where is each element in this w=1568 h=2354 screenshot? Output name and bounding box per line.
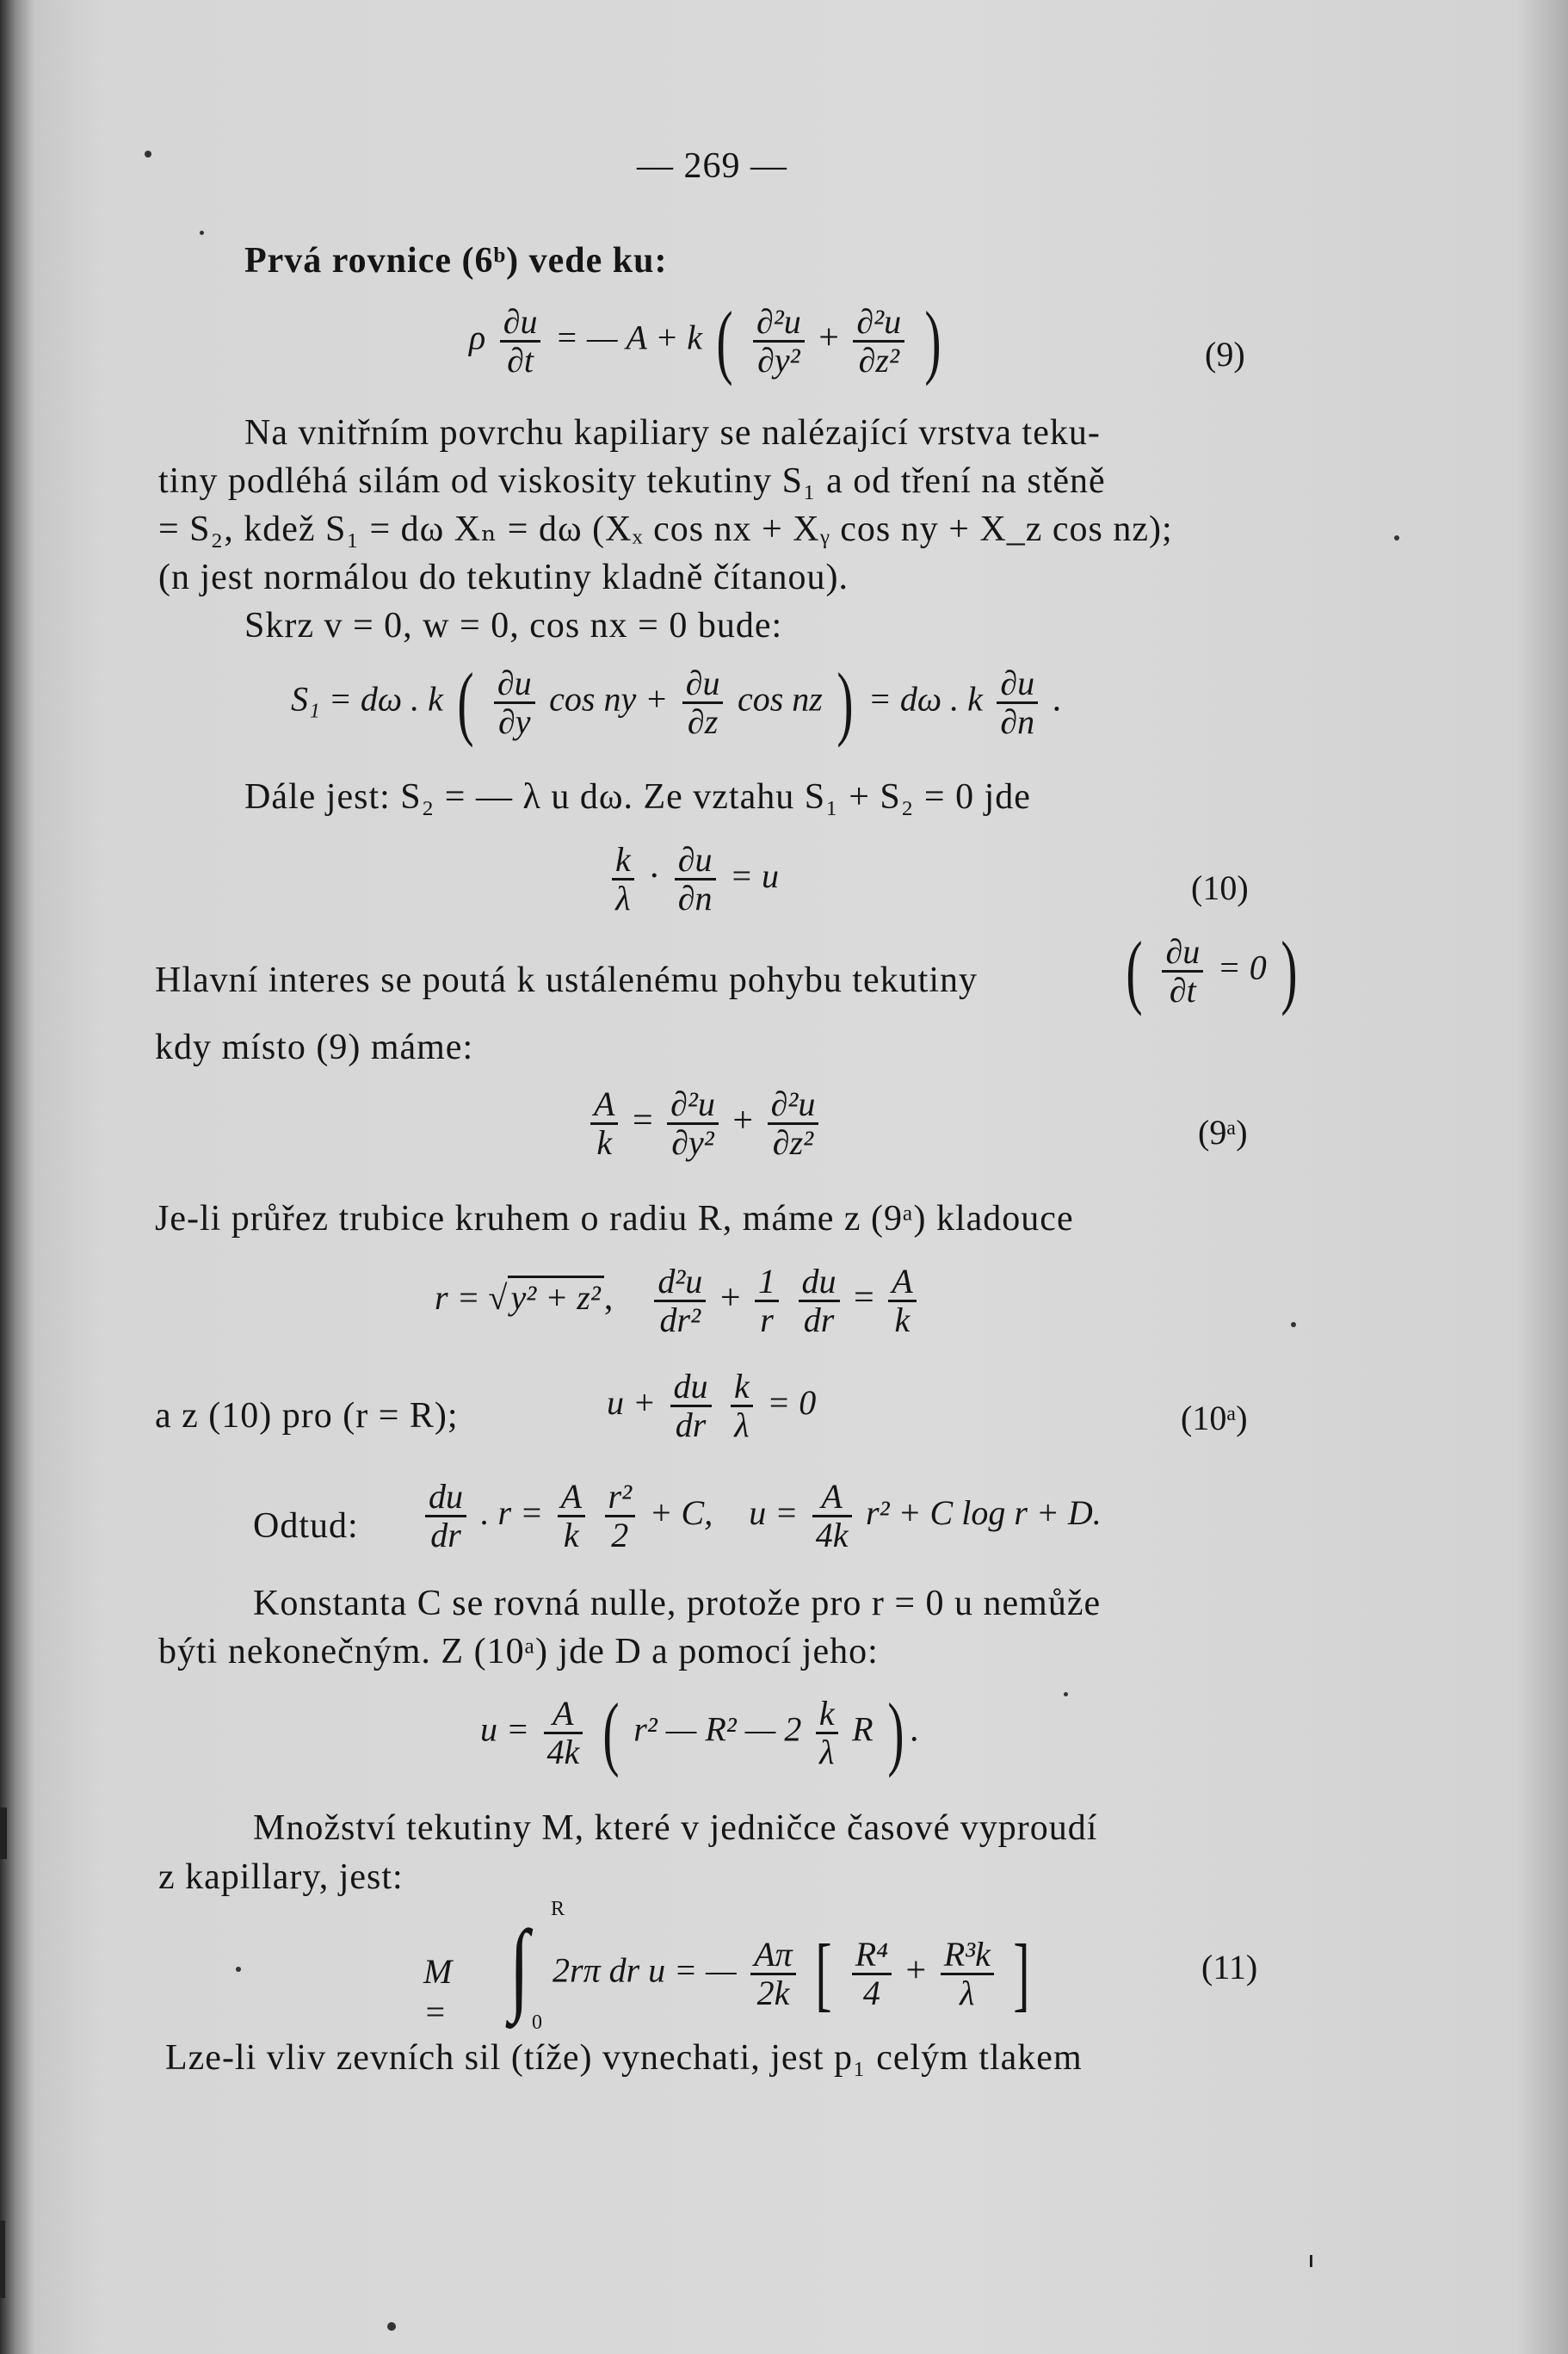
paren-left: ( bbox=[716, 294, 734, 386]
equation-label: (9) bbox=[1205, 335, 1245, 374]
scan-speck bbox=[1064, 1692, 1068, 1696]
eq-term: = dω . k bbox=[867, 679, 983, 719]
text-line: Hlavní interes se poutá k ustálenému pohybu tekutiny bbox=[155, 961, 978, 1000]
binding-edge bbox=[0, 2221, 5, 2298]
equation-label: (9ᵃ) bbox=[1198, 1113, 1248, 1152]
eq-term: . bbox=[910, 1709, 919, 1750]
fraction: $\frac{du}{dr}$ bbox=[425, 1479, 466, 1554]
eq-term: = u bbox=[730, 856, 780, 896]
paren-right: ) bbox=[887, 1686, 904, 1778]
eq-term: + bbox=[905, 1950, 927, 1991]
equation-u bbox=[480, 1686, 919, 1778]
fraction: $\frac{A}{4k}$ bbox=[812, 1479, 852, 1554]
fraction: $\frac{\partial u}{\partial n}$ bbox=[675, 842, 716, 917]
eq-term: + bbox=[818, 318, 839, 358]
eq-term: + bbox=[732, 1101, 754, 1141]
eq-term: 2rπ dr u = — bbox=[553, 1950, 737, 1990]
binding-edge bbox=[0, 1807, 7, 1859]
scan-speck bbox=[145, 151, 151, 158]
page-number: — 269 — bbox=[637, 146, 787, 186]
paren-right: ) bbox=[1281, 924, 1298, 1016]
scan-speck bbox=[1291, 1322, 1296, 1327]
fraction: $\frac{\partial u}{\partial z}$ bbox=[682, 665, 724, 740]
fraction: $\frac{A}{k}$ bbox=[888, 1263, 916, 1338]
paren-left: ( bbox=[602, 1686, 620, 1778]
fraction: $\frac{\text{∂²u}}{\text{∂y²}}$ bbox=[753, 304, 805, 379]
integral-expression bbox=[553, 1927, 1035, 2019]
eq-term: = bbox=[854, 1278, 874, 1319]
eq-term: u + bbox=[607, 1383, 656, 1423]
eq-term: . bbox=[1052, 679, 1062, 720]
eq-term: cos ny + bbox=[549, 679, 669, 719]
text-line: (n jest normálou do tekutiny kladně čítanou). bbox=[158, 558, 849, 597]
text-line: býti nekonečným. Z (10ᵃ) jde D a pomocí jeho: bbox=[158, 1632, 879, 1671]
bracket-right: ] bbox=[1013, 1927, 1030, 2019]
fraction: $\frac{\text{R⁴}}{4}$ bbox=[852, 1937, 892, 2011]
paren-right: ) bbox=[924, 294, 941, 386]
eq-term: = — A + k bbox=[554, 318, 702, 357]
paren-left: ( bbox=[457, 656, 474, 748]
eq-term: r = √ bbox=[435, 1278, 508, 1318]
equation-9a bbox=[585, 1086, 824, 1161]
text-line: Je-li průřez trubice kruhem o radiu R, máme z (9ᵃ) kladouce bbox=[155, 1199, 1074, 1239]
integral-lower-limit: 0 bbox=[532, 2011, 542, 2034]
text-line: z kapillary, jest: bbox=[158, 1857, 404, 1897]
eq-term: u = bbox=[480, 1709, 529, 1749]
equation-label: (11) bbox=[1201, 1948, 1258, 1986]
text-line: = S₂, kdež S₁ = dω Xₙ = dω (Xₓ cos nx + Xᵧ cos ny + X_z cos nz); bbox=[158, 510, 1173, 549]
bracket-left: [ bbox=[815, 1927, 832, 2019]
eq-term: + C, bbox=[649, 1493, 713, 1533]
equation-10 bbox=[607, 842, 779, 917]
eq-term: · bbox=[648, 856, 661, 897]
eq-term: = bbox=[632, 1101, 653, 1141]
fraction: $\frac{\partial u}{\partial t}$ bbox=[500, 304, 541, 379]
fraction: $\frac{1}{r}$ bbox=[755, 1263, 779, 1338]
text-line: kdy místo (9) máme: bbox=[155, 1028, 474, 1067]
fraction: $\frac{A}{k}$ bbox=[590, 1086, 618, 1161]
fraction: $\frac{\text{∂²u}}{\text{∂z²}}$ bbox=[768, 1086, 819, 1161]
text-line: Konstanta C se rovná nulle, protože pro r = 0 u nemůže bbox=[253, 1584, 1102, 1623]
text-line: a z (10) pro (r = R); bbox=[155, 1396, 459, 1436]
scan-mark bbox=[1310, 2255, 1312, 2267]
text-line: Prvá rovnice (6ᵇ) vede ku: bbox=[244, 241, 668, 281]
equation-10a bbox=[607, 1369, 816, 1443]
fraction: $\frac{\text{∂²u}}{\text{∂z²}}$ bbox=[853, 304, 904, 379]
text-line: Množství tekutiny M, které v jedničce časové vyproudí bbox=[253, 1808, 1098, 1848]
fraction: $\frac{\text{d²u}}{\text{dr²}}$ bbox=[654, 1263, 706, 1338]
fraction: $\frac{A\pi}{2k}$ bbox=[750, 1937, 795, 2011]
fraction: $\frac{\text{∂²u}}{\text{∂y²}}$ bbox=[667, 1086, 719, 1161]
equation-label: (10ᵃ) bbox=[1181, 1399, 1248, 1437]
eq-term: R bbox=[852, 1709, 874, 1749]
text-line: Dále jest: S₂ = — λ u dω. Ze vztahu S₁ + S₂ = 0 jde bbox=[244, 777, 1031, 817]
text-line: Na vnitřním povrchu kapiliary se nalézající vrstva teku- bbox=[244, 413, 1101, 453]
eq-term: r² + C log r + D. bbox=[866, 1493, 1102, 1533]
fraction: $\frac{\partial u}{\partial t}$ bbox=[1162, 934, 1203, 1009]
fraction: $\frac{k}{\lambda}$ bbox=[612, 842, 634, 917]
text-line: Odtud: bbox=[253, 1506, 359, 1546]
scan-speck bbox=[236, 1967, 241, 1972]
paren-left: ( bbox=[1126, 924, 1143, 1016]
eq-term: M = bbox=[423, 1952, 453, 2031]
fraction: $\frac{\text{r²}}{2}$ bbox=[605, 1479, 636, 1554]
eq-term: . r = bbox=[480, 1493, 544, 1533]
fraction: $\frac{k}{\lambda}$ bbox=[731, 1369, 753, 1443]
fraction: $\frac{k}{\lambda}$ bbox=[816, 1696, 838, 1770]
eq-term: = 0 bbox=[1217, 948, 1267, 987]
equation-odtud bbox=[420, 1479, 1102, 1554]
equation-r bbox=[435, 1263, 922, 1338]
text-line: Skrz v = 0, w = 0, cos nx = 0 bude: bbox=[244, 606, 783, 646]
integral-sign: ∫ bbox=[509, 1909, 529, 2023]
eq-symbol: ρ bbox=[469, 318, 486, 357]
scan-speck bbox=[1394, 535, 1399, 541]
eq-term: S₁ = dω . k bbox=[291, 679, 443, 719]
scan-speck bbox=[387, 2322, 396, 2331]
eq-term: , bbox=[603, 1278, 614, 1319]
equation-steady bbox=[1120, 924, 1303, 1016]
fraction: $\frac{du}{dr}$ bbox=[799, 1263, 840, 1338]
eq-term: r² — R² — 2 bbox=[633, 1709, 802, 1749]
equation-label: (10) bbox=[1191, 868, 1249, 907]
eq-term: u = bbox=[749, 1493, 799, 1533]
fraction: $\frac{\text{R³k}}{\lambda}$ bbox=[941, 1937, 994, 2011]
eq-term: + bbox=[719, 1278, 741, 1319]
paren-right: ) bbox=[836, 656, 854, 748]
fraction: $\frac{\partial u}{\partial n}$ bbox=[997, 665, 1038, 740]
text-line: tiny podléhá silám od viskosity tekutiny S₁ a od tření na stěně bbox=[158, 461, 1106, 501]
equation-s1 bbox=[291, 656, 1062, 748]
eq-term: cos nz bbox=[737, 679, 823, 719]
radicand: y² + z² bbox=[508, 1276, 604, 1317]
text-line: Lze-li vliv zevních sil (tíže) vynechati, jest p₁ celým tlakem bbox=[165, 2038, 1083, 2078]
fraction: $\frac{du}{dr}$ bbox=[670, 1369, 712, 1443]
eq-term: = 0 bbox=[767, 1383, 817, 1423]
equation-9 bbox=[469, 294, 947, 386]
fraction: $\frac{A}{4k}$ bbox=[544, 1696, 583, 1770]
fraction: $\frac{\partial u}{\partial y}$ bbox=[494, 665, 535, 740]
integral-upper-limit: R bbox=[551, 1898, 565, 1920]
scan-speck bbox=[200, 231, 204, 235]
fraction: $\frac{A}{k}$ bbox=[558, 1479, 585, 1554]
